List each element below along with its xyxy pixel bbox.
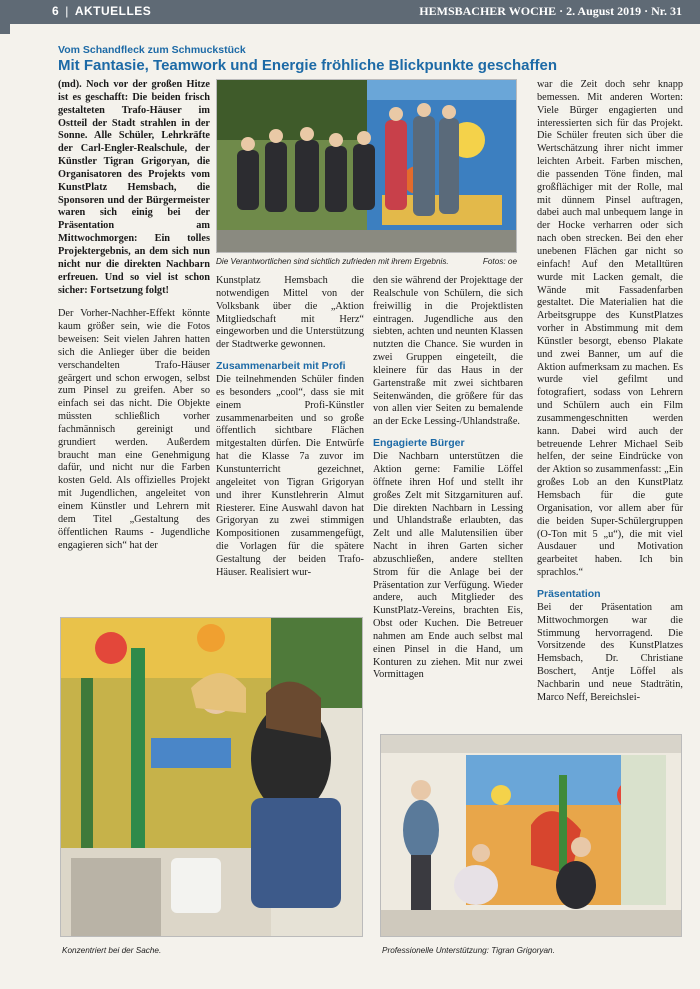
group-photo-image (217, 80, 517, 253)
column-1-body: Der Vorher-Nachher-Effekt könnte kaum größer sein, wie die Fotos beweisen: Seit vielen Jahren hatten sich die Anlieger über die beiden verschandelten Trafo-Häuser geärgert und schon erwogen, selbst zum Pinsel zu greifen. Aber so einfach sei das nicht. Die Objekte müssten schließlich vorher fachmännisch gereinigt und grundiert werden. Außerdem braucht man eine Genehmigung dafür, und nicht nur die Farben kosten Geld. Als offizielles Projekt mit Jugendlichen, angeleitet von einem Künstler und Lehrern mit dem Titel „Gestaltung des öffentlichen Raums - Jugendliche engagieren sich“ hat der (58, 308, 210, 551)
painting-photo-image (61, 618, 363, 937)
artist-photo-image (381, 735, 682, 937)
photo-credit: Fotos: oe (482, 257, 517, 266)
column-4-para-1: war die Zeit doch sehr knapp bemessen. Mit anderen Worten: Viele Bürger engagierten und interessierten sich für das Projekt. Die Schüler freuten sich über die Wertschätzung ihrer nicht immer leichten Arbeit. Farben mischen, die passenden Töne finden, mal großflächiger mit der Rolle, mal mit dünnem Pinsel auftragen, dabei auch mal unbequem lange in der Hocke verharren oder sich nach oben strecken. Bei den eher unebenen Flächen gar nicht so einfach! Auf den Metalltüren wurde mit Lacken gemalt, die Wände mit Fassadenfarben gestaltet. Die Materialien hat die Arbeitsgruppe des KunstPlatzes vorher in Abstimmung mit dem Künstler besorgt, ebenso Plakate und zwei Banner, um auf die Aktion aufmerksam zu machen. Es wurde viel gefilmt und fotografiert, sodass von Lehrern und Schülern auch ein Film zusammengeschnitten werden kann. Dabei wird auch der betreuende Lehrer Michael Seib helfen, der seine Eindrücke von der Aktion so zusammenfasst: „Ein großes Lob an den KunstPlatz Hemsbach für die gute Organisation, vor allem aber für die beiden Super-Schülergruppen (O-Ton mit 5 „u“), die mit viel Ausdauer und Motivation gearbeitet haben. Ich bin sprachlos.“ (537, 79, 683, 579)
column-3-para-2: Die Nachbarn unterstützen die Aktion gerne: Familie Löffel öffnete ihren Hof und stellt ihr großes Zelt mit Sitzgarnituren auf. Die direkten Nachbarn in Lessing und Uhlandstraße erlaubten, das Zelt und alle Malutensilien über Nacht in ihren Garten sicher abzuschließen, andere stellten Strom für die Anlage bei der Präsentation zur Verfügung. Wieder andere, auch Mitglieder des KunstPlatz-Vereins, brachten Eis, Obst oder Kuchen. Die Betreuer nahmen am Ende auch selbst mal einen Pinsel in die Hand, um Konturen zu ziehen. Mit nur zwei Vormittagen (373, 451, 523, 681)
subhead-praesentation: Präsentation (537, 587, 601, 600)
column-3-para-1: den sie während der Projekttage der Realschule von Schülern, die sich freiwillig in die Projektlisten eintragen. Jugendliche aus den siebten, achten und neunten Klassen nutzten die Chance. Sie wurden in zwei Gruppen eingeteilt, die kleinere für das Haus in der Gartenstraße mit zwei sichtbaren Seitenwänden, die größere für das von allen vier Seiten zu bemalende an der Ecke Lessing-/Uhlandstraße. (373, 275, 523, 428)
page-number: 6 (52, 4, 60, 18)
artist-photo-caption: Professionelle Unterstützung: Tigran Grigoryan. (382, 946, 555, 955)
group-photo-caption (216, 257, 517, 266)
column-2 (216, 275, 364, 580)
column-4 (537, 79, 683, 705)
article-kicker: Vom Schandfleck zum Schmuckstück (58, 44, 246, 56)
column-2-para-2: Die teilnehmenden Schüler finden es besonders „cool“, dass sie mit einem Profi-Künstler zusammenarbeiten und so große öffentlich sichtbare Flächen mitgestalten dürfen. Die Entwürfe hat die Klasse 7a zuvor im Kunstunterricht gezeichnet, angeleitet von Tigran Grigoryan und ihrer Kunstlehrerin Almut Riesterer. Eine Auswahl davon hat Grigoryan zu zwei stimmigen Kompositionen zusammengefügt, die Vorlagen für die spätere Gestaltung der beiden Trafo-Häuser. Realisiert wur- (216, 374, 364, 578)
painting-photo (60, 617, 363, 937)
painting-photo-caption: Konzentriert bei der Sache. (62, 946, 162, 955)
article-lead: (md). Noch vor der großen Hitze ist es geschafft: Die beiden frisch gestalteten Trafo-Häuser im Ostteil der Stadt strahlen in der Sonne. Alle Schüler, Lehrkräfte der Carl-Engler-Realschule, der Künstler Tigran Grigoryan, die Organisatoren des Projekts vom KunstPlatz Hemsbach, die Sponsoren und der Bürgermeister waren sich einig bei der Präsentation am Mittwochmorgen: Ein tolles Projektergebnis, an dem sich nun nicht nur die direkten Nachbarn erfreuen. Und so viel ist schon sicher: Fortsetzung folgt! (58, 79, 210, 296)
article-headline: Mit Fantasie, Teamwork und Energie fröhliche Blickpunkte geschaffen (58, 57, 557, 74)
section-name: AKTUELLES (74, 4, 152, 18)
subhead-engagierte-buerger: Engagierte Bürger (373, 437, 465, 450)
column-2-para-1: Kunstplatz Hemsbach die notwendigen Mittel von der Volksbank über die „Aktion Mitgliedschaft mit Herz“ eingeworben und die Unterstützung der Stadtwerke gewonnen. (216, 275, 364, 351)
page-header (0, 0, 700, 24)
publication-info: HEMSBACHER WOCHE · 2. August 2019 · Nr. 31 (419, 4, 682, 18)
header-edge-tab (0, 24, 10, 34)
column-3 (373, 275, 523, 682)
group-caption-text: Die Verantwortlichen sind sichtlich zufrieden mit ihrem Ergebnis. (216, 257, 449, 266)
subhead-zusammenarbeit: Zusammenarbeit mit Profi (216, 360, 346, 373)
artist-photo (380, 734, 682, 937)
group-photo (216, 79, 517, 253)
column-4-para-2: Bei der Präsentation am Mittwochmorgen war die Stimmung hervorragend. Die Vorsitzende des KunstPlatzes Hemsbach, Dr. Christiane Boschert, Antje Löffel als Nachbarin und neue Stadträtin, Marco Neff, Bereichslei- (537, 601, 683, 703)
header-left: 6 | AKTUELLES (52, 4, 152, 18)
column-1 (58, 79, 210, 552)
